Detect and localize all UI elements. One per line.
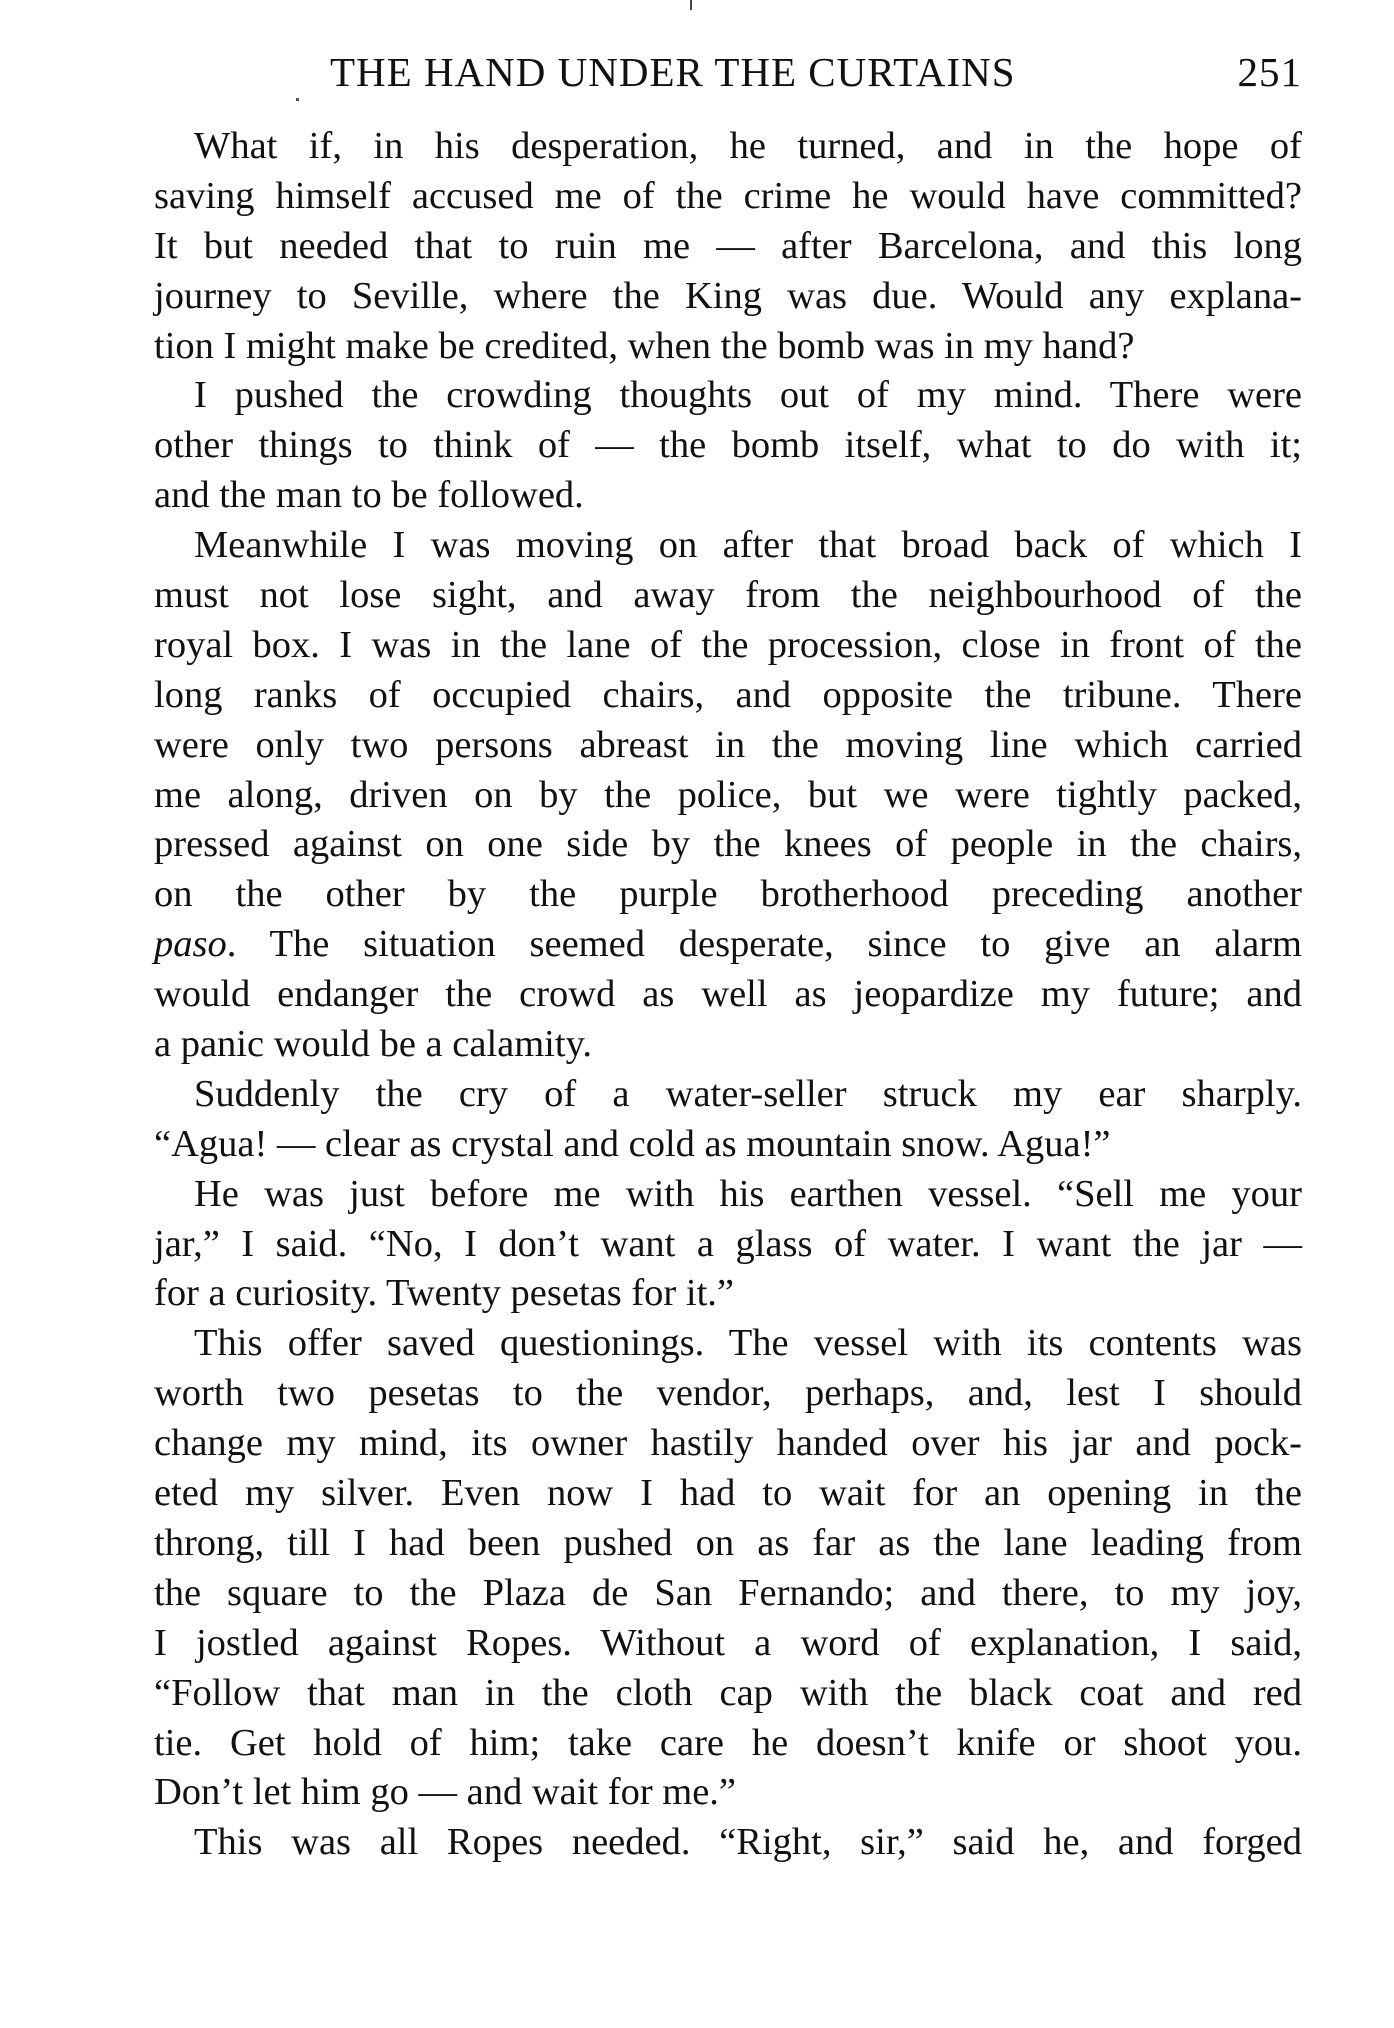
text-line: pressed against on one side by the knees of people in the chairs, xyxy=(154,823,1302,866)
text-line: saving himself accused me of the crime he would have committed? xyxy=(154,174,1302,217)
text-line: He was just before me with his earthen vessel. “Sell me your xyxy=(194,1172,1302,1215)
text-line: paso. The situation seemed desperate, since to give an alarm xyxy=(154,923,1302,966)
text-line: long ranks of occupied chairs, and opposite the tribune. There xyxy=(154,673,1302,716)
text-line: What if, in his desperation, he turned, and in the hope of xyxy=(194,125,1302,167)
text-line: jar,” I said. “No, I don’t want a glass of water. I want the jar — xyxy=(154,1222,1302,1265)
running-head xyxy=(330,48,1302,108)
text-line: tie. Get hold of him; take care he doesn’t knife or shoot you. xyxy=(154,1721,1302,1764)
body-text xyxy=(154,122,1302,1868)
text-line: worth two pesetas to the vendor, perhaps, and, lest I should xyxy=(154,1372,1302,1415)
text-line: must not lose sight, and away from the neighbourhood of the xyxy=(154,574,1302,617)
text-line: on the other by the purple brotherhood preceding another xyxy=(154,873,1302,916)
text-line: Suddenly the cry of a water-seller struck my ear sharply. xyxy=(194,1072,1302,1115)
text-line: It but needed that to ruin me — after Barcelona, and this long xyxy=(154,224,1302,267)
text-line: tion I might make be credited, when the bomb was in my hand? xyxy=(154,324,1135,367)
text-line: royal box. I was in the lane of the procession, close in front of the xyxy=(154,623,1302,666)
text-line: and the man to be followed. xyxy=(154,474,584,517)
text-line: throng, till I had been pushed on as far as the lane leading from xyxy=(154,1521,1302,1564)
text-line: change my mind, its owner hastily handed over his jar and pock- xyxy=(154,1422,1302,1465)
text-line: eted my silver. Even now I had to wait for an opening in the xyxy=(154,1472,1302,1515)
text-line: Don’t let him go — and wait for me.” xyxy=(154,1771,737,1814)
text-line: I jostled against Ropes. Without a word of explanation, I said, xyxy=(154,1621,1302,1664)
text-line: other things to think of — the bomb itself, what to do with it; xyxy=(154,424,1302,467)
text-line: the square to the Plaza de San Fernando; and there, to my joy, xyxy=(154,1571,1302,1614)
text-line: This offer saved questionings. The vessel with its contents was xyxy=(194,1322,1302,1365)
text-line: a panic would be a calamity. xyxy=(154,1023,592,1066)
text-line: I pushed the crowding thoughts out of my mind. There were xyxy=(194,374,1302,417)
text-line: “Follow that man in the cloth cap with the black coat and red xyxy=(154,1671,1302,1714)
page-number: 251 xyxy=(1237,49,1302,95)
text-line: This was all Ropes needed. “Right, sir,” said he, and forged xyxy=(194,1821,1302,1864)
text-line: Meanwhile I was moving on after that broad back of which I xyxy=(194,524,1302,567)
print-mark xyxy=(690,0,692,10)
text-line: journey to Seville, where the King was due. Would any explana- xyxy=(154,274,1302,317)
text-line: “Agua! — clear as crystal and cold as mountain snow. Agua!” xyxy=(154,1122,1111,1165)
text-line: me along, driven on by the police, but we were tightly packed, xyxy=(154,773,1302,816)
running-head-title: THE HAND UNDER THE CURTAINS xyxy=(330,49,1016,95)
text-line: for a curiosity. Twenty pesetas for it.” xyxy=(154,1272,734,1315)
text-line: were only two persons abreast in the moving line which carried xyxy=(154,723,1302,766)
print-speck xyxy=(296,98,299,101)
text-line: would endanger the crowd as well as jeopardize my future; and xyxy=(154,973,1302,1016)
